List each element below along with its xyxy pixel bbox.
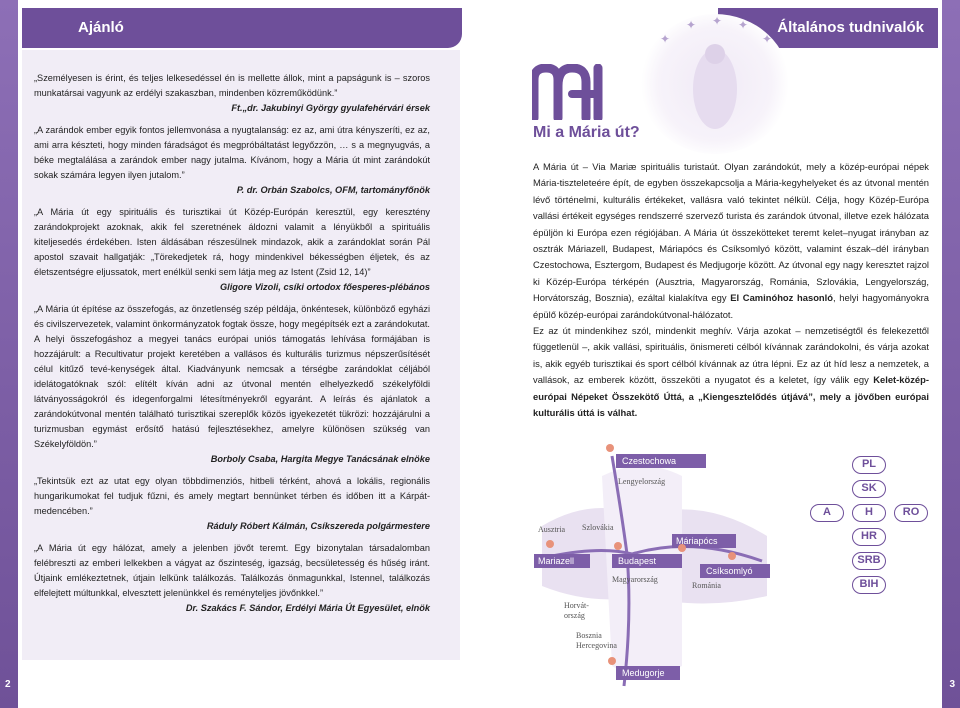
- right-edge-strip: [942, 0, 960, 708]
- badge-srb: SRB: [852, 552, 886, 570]
- left-edge-strip: [0, 0, 18, 708]
- country-code-badges: [800, 456, 940, 596]
- quote-6: „A Mária út egy hálózat, amely a jelenben jövőt teremt. Egy bizonytalan társadalomban felébreszti az emberi lelkekben a vágyat az őszinteség, igazság, becsületesség és hűség iránt. Útjaink emlékeztetnek, útjain lelkünk találkozás. Találkozás önmagunkkal, Istennel, találkozás elfelejtett múltunkkal, elvesztett jelenünkkel és reményteljes jövőnkkel.”: [34, 543, 430, 598]
- map-label-hungary: Magyarország: [612, 575, 658, 584]
- para1-lead: A Mária út – Via Mariæ spirituális turistaút.: [533, 161, 720, 172]
- badge-hr: HR: [852, 528, 886, 546]
- map-label-mariazell: Mariazell: [538, 556, 575, 566]
- page-number-right: 3: [949, 679, 955, 690]
- para1-body: Olyan zarándokút, mely a közép-európai népek Mária-tiszteleteére épít, de egyben összekapcsolja a Mária-kegyhelyeket és az útvonal mentén lévő történelmi, kulturális értékeket, vallásra való tekintet nélkül. Célja, hogy Közép-Európa vallási értékeit egységes rendszerré szervező turista és zarándok útvonal, illetve ezek hálózata épüljön ki Európa ezen régiójában. A Mária út összekötteket teremt kelet–nyugat irányban az osztrák Máriazell, Budapest, Máriapócs és Csíksomlyó között, valamint észak–dél irányban Czestochowa, Esztergom, Budapest és Medjugorje között. Az útvonal egy nagy keresztet rajzol ki Közép-Európa térképén (Ausztria, Magyarország, Románia, Szlovákia, Lengyelország, Horvátország, Bosznia), ezáltal kialakítva egy: [533, 161, 929, 304]
- page-number-left: 2: [5, 679, 11, 690]
- section-title: Mi a Mária út?: [533, 124, 640, 141]
- signature-1: Ft.„dr. Jakubinyi György gyulafehérvári érsek: [231, 103, 430, 113]
- badge-bih: BIH: [852, 576, 886, 594]
- map-label-croatia: Horvát-: [564, 601, 589, 610]
- quote-1: „Személyesen is érint, és teljes lelkesedéssel én is mellette állok, mint a papságunk is – szoros munkatársai vagyunk az erdélyi szakaszban, mindenben közreműködünk.”: [34, 73, 430, 98]
- quote-5: „Tekintsük ezt az utat egy olyan többdimenziós, hitbeli térként, ahová a lokális, regionális hungarikumokat fel tudjuk fűzni, és amely megtart bennünket térben és időben itt a Kárpát-medencében.”: [34, 476, 430, 516]
- signature-6: Dr. Szakács F. Sándor, Erdélyi Mária Út Egyesület, elnök: [185, 603, 430, 613]
- map-label-austria: Ausztria: [538, 525, 566, 534]
- map-label-poland: Lengyelország: [618, 477, 666, 486]
- badge-ro: RO: [894, 504, 928, 522]
- maria-ut-logo-icon: [532, 64, 614, 120]
- para2-bold: Kelet-közép-európai Népeket Összekötő Úttá, a „Kiengesztelődés útjává”, mely a jövőben európai kulturális úttá is válhat.: [533, 374, 929, 419]
- map-label-czestochowa: Czestochowa: [622, 456, 677, 466]
- map-label-romania: Románia: [692, 581, 721, 590]
- header-tab-left: [22, 8, 462, 48]
- para1-bold: El Caminóhoz hasonló: [730, 292, 833, 304]
- header-tab-left-label: Ajánló: [78, 19, 124, 36]
- signature-2: P. dr. Orbán Szabolcs, OFM, tartományfőnök: [236, 185, 430, 195]
- badge-a: A: [810, 504, 844, 522]
- signature-3: Gligore Vizoli, csíki ortodox főesperes-plébános: [220, 282, 430, 292]
- map-label-bosnia: Bosznia: [576, 631, 602, 640]
- badge-sk: SK: [852, 480, 886, 498]
- badge-pl: PL: [852, 456, 886, 474]
- badge-h: H: [852, 504, 886, 522]
- quote-3: „A Mária út egy spirituális és turisztikai út Közép-Európán keresztül, egy keresztény zarándokprojekt azoknak, akik fel szeretnének áldozni valamit a lényükből a spirituális kiteljesedés érdekében. Isten áldásában részesülnek mindazok, akik a zarándoklat során Pál apostol szavait hallgatják: „Törekedjetek rá, hogy mindenkivel békességben éljetek, és az életszentségre eljussatok, mert enélkül senki sem látja meg az Istent (Zsid 12, 14)”: [34, 207, 430, 277]
- right-body-text: [533, 159, 929, 422]
- para2-body: Ez az út mindenkihez szól, mindenkit meghív. Várja azokat – nemzetiségtől és felekezettől függetlenül –, akik vallási, spirituális, önismereti célból kívánnak zarándokolni, és várja azokat is, akik egyéb turisztikai és sport célból kívánnak az útra lépni. Ez az út híd lesz a nemzetek, a vallások, az emberek között, összeköti a nyugatot és a keletet, így válik egy: [533, 325, 929, 386]
- para1-end: , helyi hagyományokra épülő közép-európai zarándokútvonal-hálózatot.: [533, 292, 929, 320]
- signature-4: Borboly Csaba, Hargita Megye Tanácsának elnöke: [210, 454, 430, 464]
- signature-5: Ráduly Róbert Kálmán, Csíkszereda polgármestere: [206, 521, 430, 531]
- route-map: [532, 436, 772, 698]
- map-label-slovakia: Szlovákia: [582, 523, 614, 532]
- quote-4: „A Mária út építése az összefogás, az önzetlenség szép példája, önkéntesek, különböző egyházi és civilszervezetek, valamint önkormányzatok fogtak össze, hogy megépítsék ezt a zarándokutat. A helyi összefogáshoz a megyei tanács európai uniós támogatás lehívása formájában is hozzájárult: a Recultivatur projekt keretében a vallásos és kulturális turizmus népszerűsítését célul kitűző tevé-kenységek által. Kiadványunk nemcsak a térségbe zarándoklat céljából idelátogatóknak szól: elítélt kíván adni az útvonal mentén elhelyezkedő székelyföldi látványosságokról és idegenforgalmi létesítményekről egyaránt. A leírás és ajánlatok a zarándokútvonal mentén található turisztikai szereplők közös igyekezetét tükrözi: hozzájárulni a turizmusban egymást erősítő hatású fejlesztésekhez, amelyre különösen szükség van Székelyföldön.”: [34, 304, 430, 449]
- testimonials: [34, 71, 430, 616]
- map-label-medjugorje: Medugorje: [622, 668, 665, 678]
- header-tab-right-label: Általános tudnivalók: [777, 19, 924, 36]
- quote-2: „A zarándok ember egyik fontos jellemvonása a nyugtalanság: ez az, ami útra kényszeríti, ez az, ami arra készteti, hogy minden fáradságot és megpróbáltatást legyőzzön, … s a megnyugvás, a béke megtalálása a zarándok ember nagy jutalma. Kívánom, hogy a Mária út mint zarándokút sokak számára legyen ilyen jutalom.”: [34, 125, 430, 180]
- svg-text:ország: ország: [564, 611, 585, 620]
- map-label-budapest: Budapest: [618, 556, 657, 566]
- svg-text:Hercegovina: Hercegovina: [576, 641, 617, 650]
- map-label-csiksomlyo: Csíksomlyó: [706, 566, 753, 576]
- map-label-mariapocs: Máriapócs: [676, 536, 718, 546]
- madonna-halo-image: ✦ ✦ ✦ ✦ ✦: [640, 14, 790, 154]
